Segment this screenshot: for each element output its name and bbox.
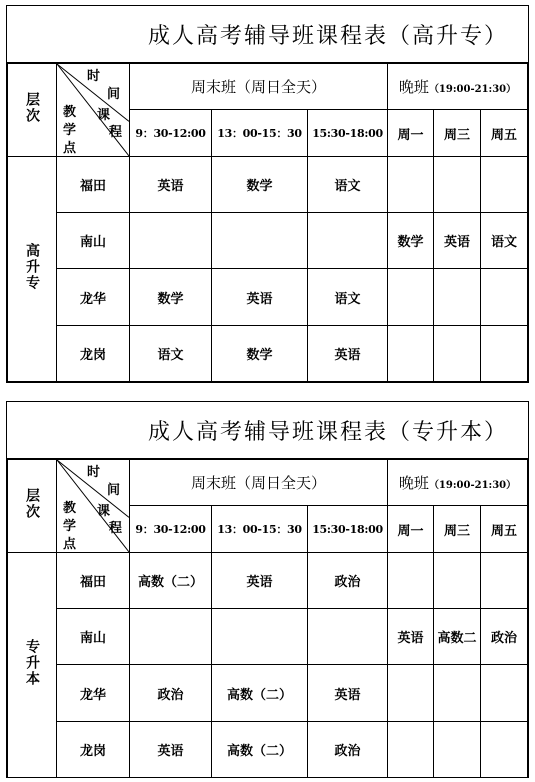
day-header: 周一 [388,110,434,157]
course-cell: 高数（二） [130,553,212,609]
weekend-header: 周末班（周日全天） [130,460,388,506]
schedule-high-to-college [6,5,529,383]
course-cell: 政治 [481,609,528,665]
level-header: 层次 [8,460,57,553]
course-cell [388,157,434,213]
diagonal-header [57,460,130,553]
table-row [8,609,528,665]
course-cell: 英语 [388,609,434,665]
table-row [8,553,528,609]
course-cell [388,722,434,778]
table-row [8,269,528,326]
course-cell [481,553,528,609]
course-cell [388,326,434,382]
day-header: 周一 [388,506,434,553]
location-cell: 福田 [57,157,130,213]
evening-label: 晚班 [398,474,429,492]
course-cell [434,553,481,609]
course-cell: 数学 [388,213,434,269]
course-cell: 语文 [481,213,528,269]
location-cell: 龙华 [57,269,130,326]
slot-header: 15:30-18:00 [308,506,388,553]
diag-time-2: 间 [107,87,121,102]
course-cell [434,722,481,778]
day-header: 周三 [434,506,481,553]
course-cell: 英语 [308,665,388,722]
course-cell: 英语 [212,269,308,326]
evening-time: （19:00-21:30） [428,84,517,95]
course-cell: 数学 [212,157,308,213]
course-cell [212,609,308,665]
course-cell: 英语 [434,213,481,269]
course-cell [212,213,308,269]
schedule-table [7,459,527,778]
diag-point-2: 学 [63,123,77,138]
course-cell: 英语 [130,157,212,213]
course-cell [130,609,212,665]
location-cell: 龙岗 [57,722,130,778]
table-row [8,213,528,269]
table-row [8,157,528,213]
diag-time-1: 时 [87,69,101,84]
day-header: 周三 [434,110,481,157]
slot-header: 9：30-12:00 [130,110,212,157]
table-row [8,665,528,722]
course-cell: 语文 [130,326,212,382]
course-cell: 英语 [130,722,212,778]
slot-header: 13：00-15：30 [212,506,308,553]
slot-header: 13：00-15：30 [212,110,308,157]
course-cell [481,665,528,722]
schedule-title: 成人高考辅导班课程表（高升专） [7,6,528,63]
diag-course-1: 课 [97,108,111,123]
course-cell [434,665,481,722]
diag-course-2: 程 [109,521,123,536]
course-cell: 语文 [308,157,388,213]
diag-point-1: 教 [63,501,77,516]
diagonal-header [57,64,130,157]
level-cell: 高升专 [8,157,57,382]
course-cell [434,269,481,326]
course-cell [434,157,481,213]
location-cell: 龙华 [57,665,130,722]
weekend-header: 周末班（周日全天） [130,64,388,110]
slot-header: 9：30-12:00 [130,506,212,553]
course-cell: 高数（二） [212,722,308,778]
level-cell: 专升本 [8,553,57,778]
schedule-table [7,63,527,382]
course-cell: 政治 [308,553,388,609]
diag-course-2: 程 [109,125,123,140]
location-cell: 南山 [57,213,130,269]
course-cell [481,157,528,213]
day-header: 周五 [481,110,528,157]
level-header: 层次 [8,64,57,157]
course-cell [388,269,434,326]
diag-point-2: 学 [63,519,77,534]
evening-label: 晚班 [398,78,429,96]
course-cell [388,553,434,609]
course-cell [481,326,528,382]
course-cell [434,326,481,382]
location-cell: 龙岗 [57,326,130,382]
course-cell: 语文 [308,269,388,326]
course-cell [308,213,388,269]
course-cell: 英语 [212,553,308,609]
diag-point-1: 教 [63,105,77,120]
course-cell: 政治 [130,665,212,722]
schedule-title: 成人高考辅导班课程表（专升本） [7,402,528,459]
course-cell [308,609,388,665]
course-cell: 数学 [212,326,308,382]
course-cell: 政治 [308,722,388,778]
slot-header: 15:30-18:00 [308,110,388,157]
course-cell: 高数（二） [212,665,308,722]
course-cell: 高数二 [434,609,481,665]
diag-time-1: 时 [87,465,101,480]
course-cell [388,665,434,722]
schedule-college-to-bachelor [6,401,529,778]
table-row [8,326,528,382]
diag-point-3: 点 [63,141,77,156]
location-cell: 福田 [57,553,130,609]
course-cell [481,269,528,326]
table-row [8,722,528,778]
course-cell [481,722,528,778]
diag-course-1: 课 [97,504,111,519]
location-cell: 南山 [57,609,130,665]
evening-header [388,64,528,110]
course-cell: 数学 [130,269,212,326]
evening-header [388,460,528,506]
course-cell: 英语 [308,326,388,382]
course-cell [130,213,212,269]
diag-point-3: 点 [63,537,77,552]
evening-time: （19:00-21:30） [428,480,517,491]
diag-time-2: 间 [107,483,121,498]
day-header: 周五 [481,506,528,553]
